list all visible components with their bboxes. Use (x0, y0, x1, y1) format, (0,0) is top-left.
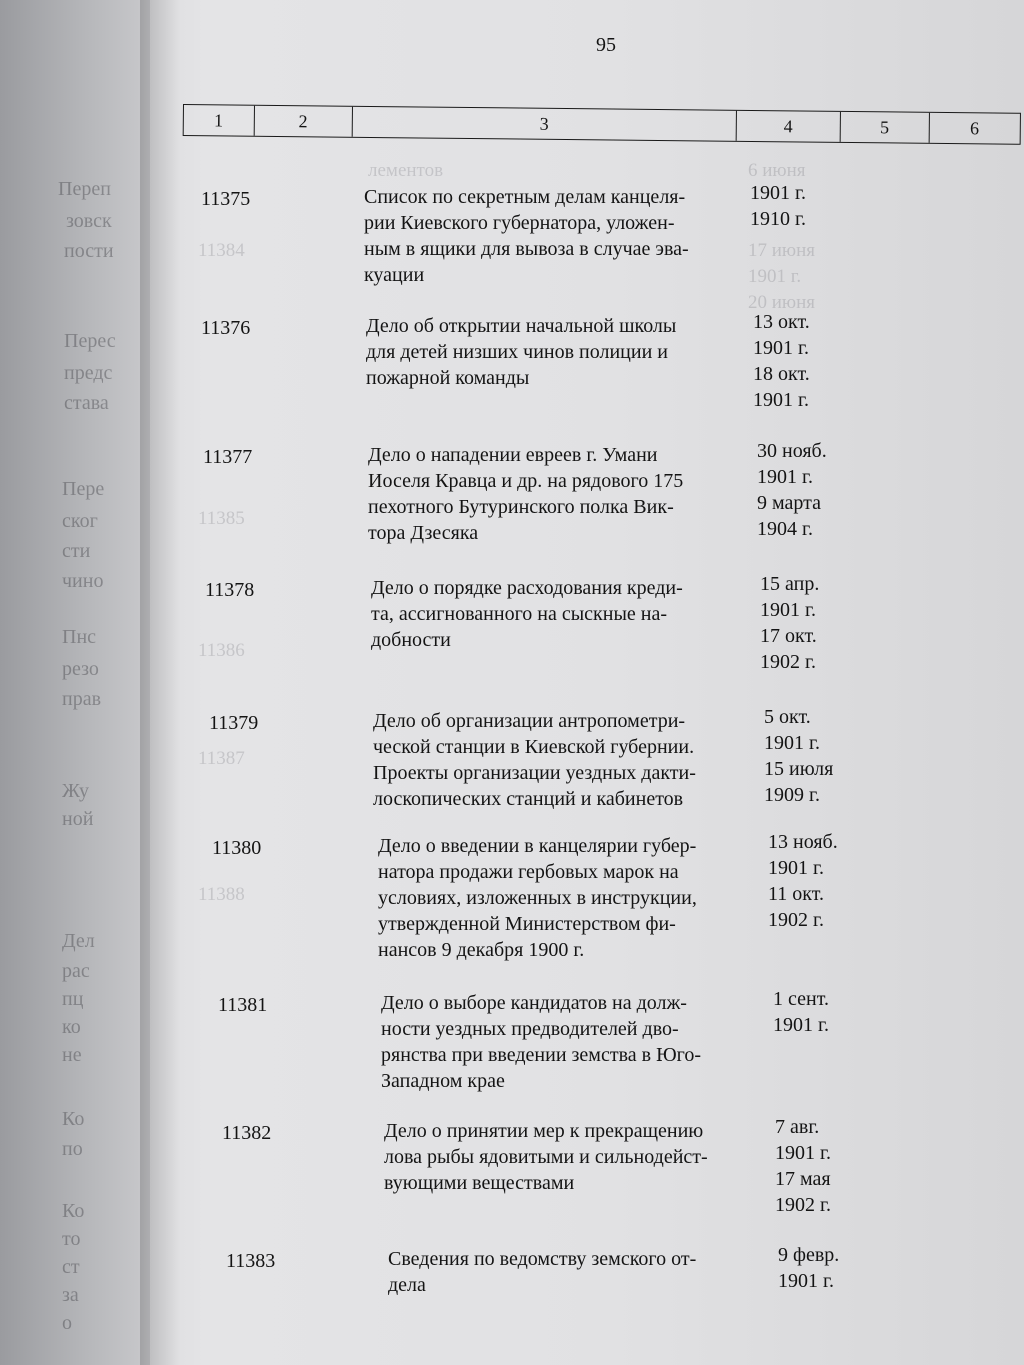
date-line: 7 авг. (775, 1116, 820, 1138)
entry-description (384, 1118, 764, 1196)
date-line: 1901 г. (753, 389, 809, 411)
entry-description (381, 990, 761, 1094)
date-line: 1910 г. (750, 208, 806, 230)
date-line: 1902 г. (775, 1194, 831, 1216)
description-line: Сведения по ведомству земского от- (388, 1248, 697, 1270)
entry-dates (768, 829, 838, 933)
header-col-1: 1 (184, 105, 255, 136)
header-col-5: 5 (841, 112, 930, 143)
description-line: Список по секретным делам канцеля- (364, 186, 686, 208)
description-line: тора Дзесяка (368, 522, 479, 544)
date-line: 13 окт. (753, 311, 810, 333)
date-line: 1901 г. (750, 182, 806, 204)
date-line: 9 марта (757, 492, 821, 514)
description-line: пехотного Бутуринского полка Вик- (368, 496, 674, 518)
description-line: пожарной команды (366, 367, 530, 389)
entry-number: 11381 (218, 994, 268, 1016)
date-line: 1909 г. (764, 784, 820, 806)
date-line: 1901 г. (757, 466, 813, 488)
entry-description (364, 184, 744, 288)
entry-dates (775, 1114, 831, 1218)
description-line: ческой станции в Киевской губернии. (373, 736, 695, 758)
header-col-6: 6 (969, 117, 980, 138)
book-spine-shadow (140, 0, 180, 1365)
date-line: 15 июля (764, 758, 834, 780)
date-line: 1901 г. (753, 337, 809, 359)
entry-description (371, 575, 751, 653)
description-line: дела (388, 1274, 426, 1296)
description-line: добности (371, 629, 451, 651)
description-line: вующими веществами (384, 1172, 575, 1194)
entry-number: 11376 (201, 317, 251, 339)
date-line: 1901 г. (760, 599, 816, 621)
entry-number: 11378 (205, 579, 255, 601)
description-line: натора продажи гербовых марок на (378, 861, 679, 883)
description-line: Западном крае (381, 1070, 505, 1092)
entry-dates (750, 180, 806, 232)
entry-number: 11383 (226, 1250, 276, 1272)
description-line: та, ассигнованного на сыскные на- (371, 603, 668, 625)
entry-description (373, 708, 753, 812)
date-line: 1901 г. (775, 1142, 831, 1164)
date-line: 9 февр. (778, 1244, 840, 1266)
entry-description (368, 442, 748, 546)
description-line: рии Киевского губернатора, уложен- (364, 212, 675, 234)
date-line: 1902 г. (768, 909, 824, 931)
description-line: ным в ящики для вывоза в случае эва- (364, 238, 689, 260)
description-line: Дело об открытии начальной школы (366, 315, 677, 337)
entry-number: 11379 (209, 712, 259, 734)
description-line: лова рыбы ядовитыми и сильнодейст- (384, 1146, 708, 1168)
description-line: Иоселя Кравца и др. на рядового 175 (368, 470, 684, 492)
date-line: 18 окт. (753, 363, 810, 385)
entry-description (388, 1246, 768, 1298)
header-col-2: 2 (254, 106, 353, 137)
date-line: 30 нояб. (757, 440, 827, 462)
entry-number: 11380 (212, 837, 262, 859)
entry-number: 11375 (201, 188, 251, 210)
date-line: 1 сент. (773, 988, 829, 1010)
entry-number: 11382 (222, 1122, 272, 1144)
entry-number: 11377 (203, 446, 253, 468)
description-line: рянства при введении земства в Юго- (381, 1044, 701, 1066)
date-line: 5 окт. (764, 706, 811, 728)
description-line: утвержденной Министерством фи- (378, 913, 676, 935)
table-header (183, 104, 1021, 145)
entry-dates (757, 438, 827, 542)
page-number: 95 (596, 34, 616, 56)
entry-dates (753, 309, 810, 413)
header-col-3: 3 (353, 107, 737, 141)
entry-dates (773, 986, 829, 1038)
entry-dates (760, 571, 819, 675)
entry-description (378, 833, 758, 963)
facing-page: Переп зовск пости Перес предс става Пере ског сти чино Пнс резо прав Жу ной Дел рас пц ко не Ко по Ко то ст за о (0, 0, 150, 1365)
date-line: 17 мая (775, 1168, 831, 1190)
description-line: Дело о введении в канцелярии губер- (378, 835, 697, 857)
description-line: Дело о выборе кандидатов на долж- (381, 992, 687, 1014)
description-line: Дело о порядке расходования креди- (371, 577, 683, 599)
date-line: 11 окт. (768, 883, 824, 905)
date-line: 1901 г. (778, 1270, 834, 1292)
description-line: Проекты организации уездных дакти- (373, 762, 696, 784)
description-line: нансов 9 декабря 1900 г. (378, 939, 585, 961)
date-line: 1904 г. (757, 518, 813, 540)
entry-description (366, 313, 746, 391)
description-line: куации (364, 264, 425, 286)
description-line: Дело об организации антропометри- (373, 710, 686, 732)
date-line: 1902 г. (760, 651, 816, 673)
description-line: условиях, изложенных в инструкции, (378, 887, 697, 909)
date-line: 13 нояб. (768, 831, 838, 853)
date-line: 1901 г. (768, 857, 824, 879)
date-line: 1901 г. (764, 732, 820, 754)
description-line: ности уездных предводителей дво- (381, 1018, 679, 1040)
header-col-4: 4 (736, 111, 841, 142)
date-line: 17 окт. (760, 625, 817, 647)
description-line: для детей низших чинов полиции и (366, 341, 668, 363)
date-line: 15 апр. (760, 573, 820, 595)
description-line: лоскопических станций и кабинетов (373, 788, 684, 810)
entry-dates (778, 1242, 839, 1294)
description-line: Дело о нападении евреев г. Умани (368, 444, 658, 466)
date-line: 1901 г. (773, 1014, 829, 1036)
entry-dates (764, 704, 833, 808)
description-line: Дело о принятии мер к прекращению (384, 1120, 704, 1142)
